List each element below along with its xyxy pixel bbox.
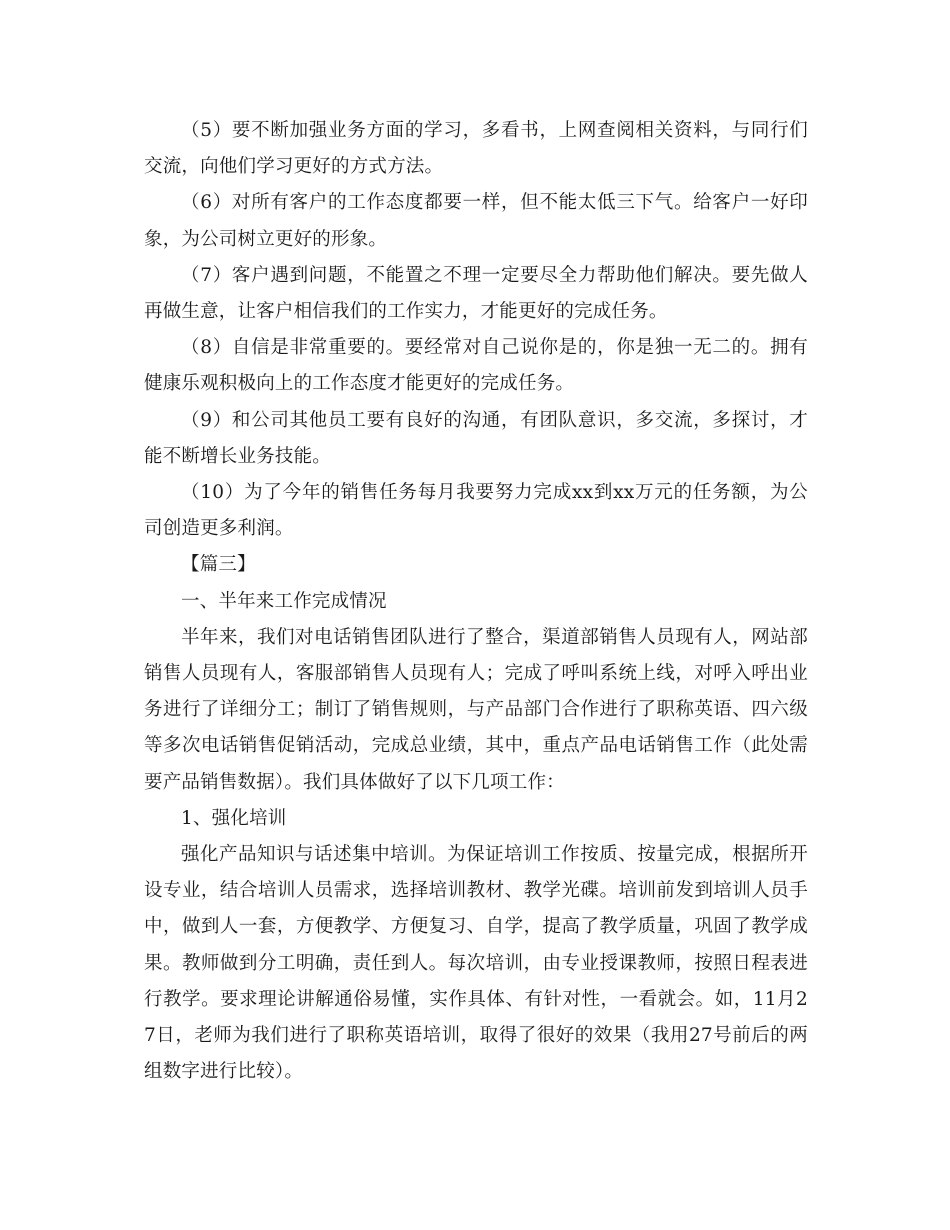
document-body [144,113,808,1090]
paragraph-item-5: （5）要不断加强业务方面的学习，多看书，上网查阅相关资料，与同行们交流，向他们学习更好的方式方法。 [144,120,808,178]
section-heading-work-completion: 一、半年来工作完成情况 [181,590,387,612]
subheading-training: 1、强化培训 [181,807,287,829]
paragraph-item-6: （6）对所有客户的工作态度都要一样，但不能太低三下气。给客户一好印象，为公司树立更好的形象。 [144,192,808,250]
paragraph-item-9: （9）和公司其他员工要有良好的沟通，有团队意识，多交流，多探讨，才能不断增长业务技能。 [144,409,808,467]
paragraph-item-10: （10）为了今年的销售任务每月我要努力完成xx到xx万元的任务额，为公司创造更多利润。 [144,482,808,540]
paragraph-item-7: （7）客户遇到问题，不能置之不理一定要尽全力帮助他们解决。要先做人再做生意，让客户相信我们的工作实力，才能更好的完成任务。 [144,264,808,323]
paragraph-training-details: 强化产品知识与话述集中培训。为保证培训工作按质、按量完成，根据所开设专业，结合培训人员需求，选择培训教材、教学光碟。培训前发到培训人员手中，做到人一套，方便教学、方便复习、自学，提高了教学质量，巩固了教学成果。教师做到分工明确，责任到人。每次培训，由专业授课教师，按照日程表进行教学。要求理论讲解通俗易懂，实作具体、有针对性，一看就会。如，11月27日，老师为我们进行了职称英语培训，取得了很好的效果（我用27号前后的两组数字进行比较）。 [144,844,808,1083]
paragraph-item-8: （8）自信是非常重要的。要经常对自己说你是的，你是独一无二的。拥有健康乐观积极向上的工作态度才能更好的完成任务。 [144,337,808,395]
paragraph-half-year-summary: 半年来，我们对电话销售团队进行了整合，渠道部销售人员现有人，网站部销售人员现有人，客服部销售人员现有人；完成了呼叫系统上线，对呼入呼出业务进行了详细分工；制订了销售规则，与产品部门合作进行了职称英语、四六级等多次电话销售促销活动，完成总业绩，其中，重点产品电话销售工作（此处需要产品销售数据）。我们具体做好了以下几项工作： [144,626,808,793]
section-heading-part-three: 【篇三】 [181,554,256,576]
